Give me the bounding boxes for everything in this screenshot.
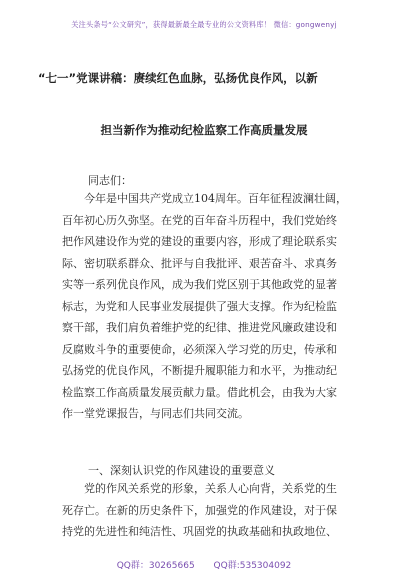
paragraph-1-line: 标志，为党和人民事业发展提供了强大支撑。作为纪检监	[62, 299, 337, 313]
paragraph-2-line: 持党的先进性和纯洁性、巩固党的执政基础和执政地位、	[62, 525, 337, 538]
footer-qq-group-1: QQ群：30265665	[116, 561, 195, 571]
paragraph-1-line: 检监察工作高质量发展贡献力量。借此机会，由我为大家	[62, 385, 337, 399]
paragraph-1-line: 反腐败斗争的重要使命，必须深入学习党的历史，传承和	[62, 342, 337, 356]
paragraph-1	[62, 188, 356, 425]
paragraph-1-line: 际、密切联系群众、批评与自我批评、艰苦奋斗、求真务	[62, 256, 337, 270]
paragraph-1-line: 察干部，我们肩负着维护党的纪律、推进党风廉政建设和	[62, 321, 337, 334]
paragraph-1-line: 弘扬党的优良作风，不断提升履职能力和水平，为推动纪	[62, 364, 337, 377]
paragraph-1-line: 实等一系列优良作风，成为我们党区别于其他政党的显著	[62, 278, 337, 291]
document-title-line-1: “七一”党课讲稿：赓续红色血脉，弘扬优良作风，以新	[38, 71, 318, 85]
paragraph-2	[62, 478, 356, 543]
paragraph-2-line: 死存亡。在新的历史条件下，加强党的作风建设，对于保	[62, 503, 337, 517]
paragraph-1-line: 百年初心历久弥坚。在党的百年奋斗历程中，我们党始终	[62, 213, 337, 227]
document-title-line-2: 担当新作为推动纪检监察工作高质量发展	[100, 123, 308, 137]
section-1-heading: 一、深刻认识党的作风建设的重要意义	[88, 464, 275, 477]
greeting: 同志们：	[88, 174, 132, 187]
paragraph-1-line: 作一堂党课报告，与同志们共同交流。	[62, 407, 249, 420]
footer-qq-group-2: QQ群:535304092	[213, 561, 292, 571]
paragraph-1-line: 把作风建设作为党的建设的重要内容，形成了理论联系实	[62, 235, 337, 248]
paragraph-1-line: 今年是中国共产党成立104周年。百年征程波澜壮阔，	[84, 192, 347, 205]
paragraph-2-line: 党的作风关系党的形象，关系人心向背，关系党的生	[84, 482, 337, 495]
footer	[0, 558, 408, 571]
header-note: 关注头条号“公文研究”，获得最新最全最专业的公文资料库！ 微信：gongwenyj	[71, 20, 337, 29]
